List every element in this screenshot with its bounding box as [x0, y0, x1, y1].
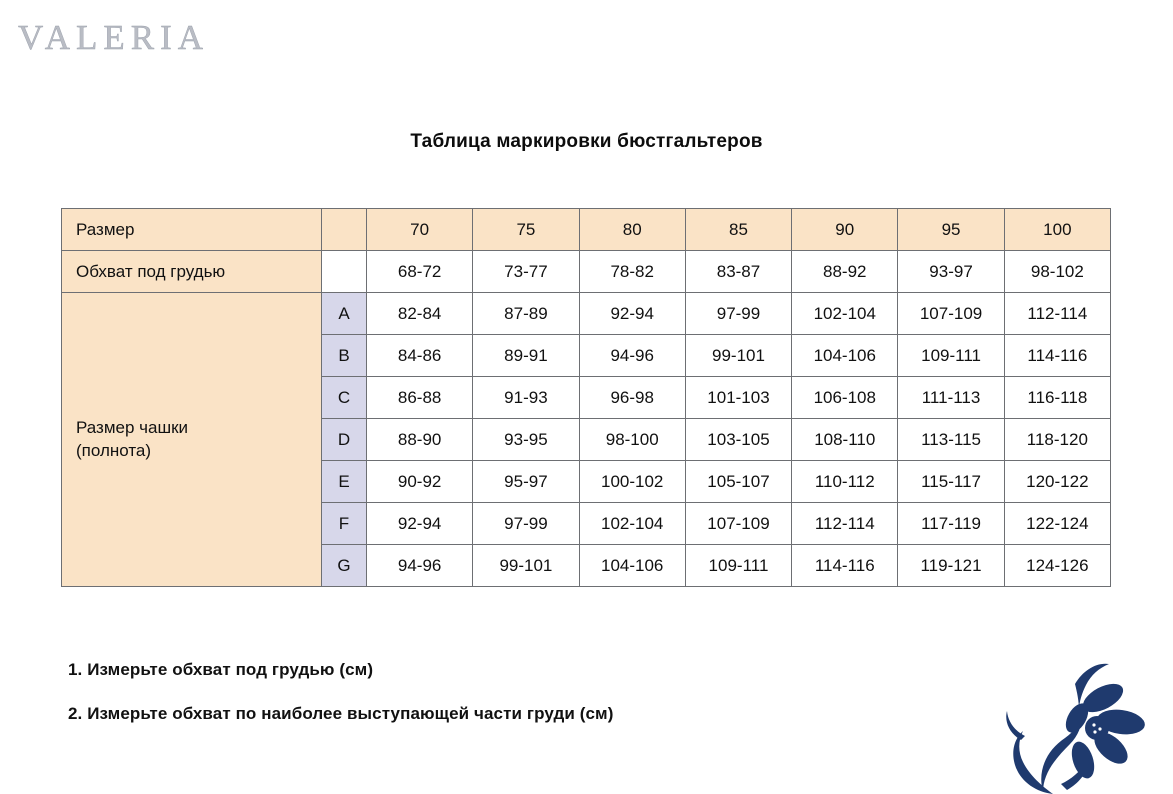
- cup-g-90: 114-116: [792, 545, 898, 587]
- cup-g-80: 104-106: [579, 545, 685, 587]
- cup-a-75: 87-89: [473, 293, 579, 335]
- cup-c-75: 91-93: [473, 377, 579, 419]
- cup-letter-c: C: [322, 377, 367, 419]
- cup-e-95: 115-117: [898, 461, 1004, 503]
- cup-label-line-2: (полнота): [76, 440, 152, 460]
- cup-e-70: 90-92: [367, 461, 473, 503]
- table-row-cup-a: [62, 293, 1111, 335]
- table-header-row: [62, 209, 1111, 251]
- cup-b-95: 109-111: [898, 335, 1004, 377]
- cup-letter-g: G: [322, 545, 367, 587]
- header-size-100: 100: [1004, 209, 1110, 251]
- cup-d-85: 103-105: [685, 419, 791, 461]
- cup-d-80: 98-100: [579, 419, 685, 461]
- cup-g-70: 94-96: [367, 545, 473, 587]
- header-size-85: 85: [685, 209, 791, 251]
- cup-d-75: 93-95: [473, 419, 579, 461]
- cup-b-90: 104-106: [792, 335, 898, 377]
- cup-letter-f: F: [322, 503, 367, 545]
- cup-e-85: 105-107: [685, 461, 791, 503]
- cup-c-70: 86-88: [367, 377, 473, 419]
- cup-c-100: 116-118: [1004, 377, 1110, 419]
- page-title: Таблица маркировки бюстгальтеров: [410, 131, 763, 152]
- cup-a-100: 112-114: [1004, 293, 1110, 335]
- cup-b-100: 114-116: [1004, 335, 1110, 377]
- cup-b-70: 84-86: [367, 335, 473, 377]
- cup-e-90: 110-112: [792, 461, 898, 503]
- cup-a-85: 97-99: [685, 293, 791, 335]
- row-label-cup-size: [62, 293, 322, 587]
- cup-f-75: 97-99: [473, 503, 579, 545]
- cup-a-80: 92-94: [579, 293, 685, 335]
- instruction-step-1: 1. Измерьте обхват под грудью (см): [68, 660, 374, 679]
- cup-c-80: 96-98: [579, 377, 685, 419]
- cup-c-95: 111-113: [898, 377, 1004, 419]
- cup-g-85: 109-111: [685, 545, 791, 587]
- cup-e-80: 100-102: [579, 461, 685, 503]
- cup-a-90: 102-104: [792, 293, 898, 335]
- cup-g-95: 119-121: [898, 545, 1004, 587]
- cup-f-85: 107-109: [685, 503, 791, 545]
- header-size-95: 95: [898, 209, 1004, 251]
- header-size-label: Размер: [62, 209, 322, 251]
- underbust-95: 93-97: [898, 251, 1004, 293]
- header-size-80: 80: [579, 209, 685, 251]
- cup-d-70: 88-90: [367, 419, 473, 461]
- cup-b-80: 94-96: [579, 335, 685, 377]
- row-label-underbust: Обхват под грудью: [62, 251, 322, 293]
- brand-logo: VALERIA: [18, 18, 210, 57]
- cup-b-75: 89-91: [473, 335, 579, 377]
- underbust-75: 73-77: [473, 251, 579, 293]
- cup-d-90: 108-110: [792, 419, 898, 461]
- underbust-cup-blank: [322, 251, 367, 293]
- underbust-85: 83-87: [685, 251, 791, 293]
- underbust-100: 98-102: [1004, 251, 1110, 293]
- cup-letter-b: B: [322, 335, 367, 377]
- underbust-70: 68-72: [367, 251, 473, 293]
- size-table-wrapper: [61, 208, 1111, 587]
- table-body: [62, 209, 1111, 587]
- cup-f-70: 92-94: [367, 503, 473, 545]
- cup-letter-e: E: [322, 461, 367, 503]
- cup-f-80: 102-104: [579, 503, 685, 545]
- cup-letter-d: D: [322, 419, 367, 461]
- header-cup-blank: [322, 209, 367, 251]
- underbust-80: 78-82: [579, 251, 685, 293]
- cup-f-90: 112-114: [792, 503, 898, 545]
- table-row-underbust: [62, 251, 1111, 293]
- cup-c-90: 106-108: [792, 377, 898, 419]
- cup-g-100: 124-126: [1004, 545, 1110, 587]
- cup-b-85: 99-101: [685, 335, 791, 377]
- cup-d-100: 118-120: [1004, 419, 1110, 461]
- instruction-step-2: 2. Измерьте обхват по наиболее выступающей части груди (см): [68, 704, 614, 723]
- header-size-70: 70: [367, 209, 473, 251]
- cup-a-70: 82-84: [367, 293, 473, 335]
- bra-size-table: [61, 208, 1111, 587]
- instructions-list: [68, 660, 968, 748]
- cup-f-100: 122-124: [1004, 503, 1110, 545]
- header-size-90: 90: [792, 209, 898, 251]
- cup-letter-a: A: [322, 293, 367, 335]
- cup-label-line-1: Размер чашки: [76, 417, 189, 437]
- cup-a-95: 107-109: [898, 293, 1004, 335]
- underbust-90: 88-92: [792, 251, 898, 293]
- header-size-75: 75: [473, 209, 579, 251]
- cup-f-95: 117-119: [898, 503, 1004, 545]
- cup-e-75: 95-97: [473, 461, 579, 503]
- cup-g-75: 99-101: [473, 545, 579, 587]
- cup-e-100: 120-122: [1004, 461, 1110, 503]
- cup-c-85: 101-103: [685, 377, 791, 419]
- cup-d-95: 113-115: [898, 419, 1004, 461]
